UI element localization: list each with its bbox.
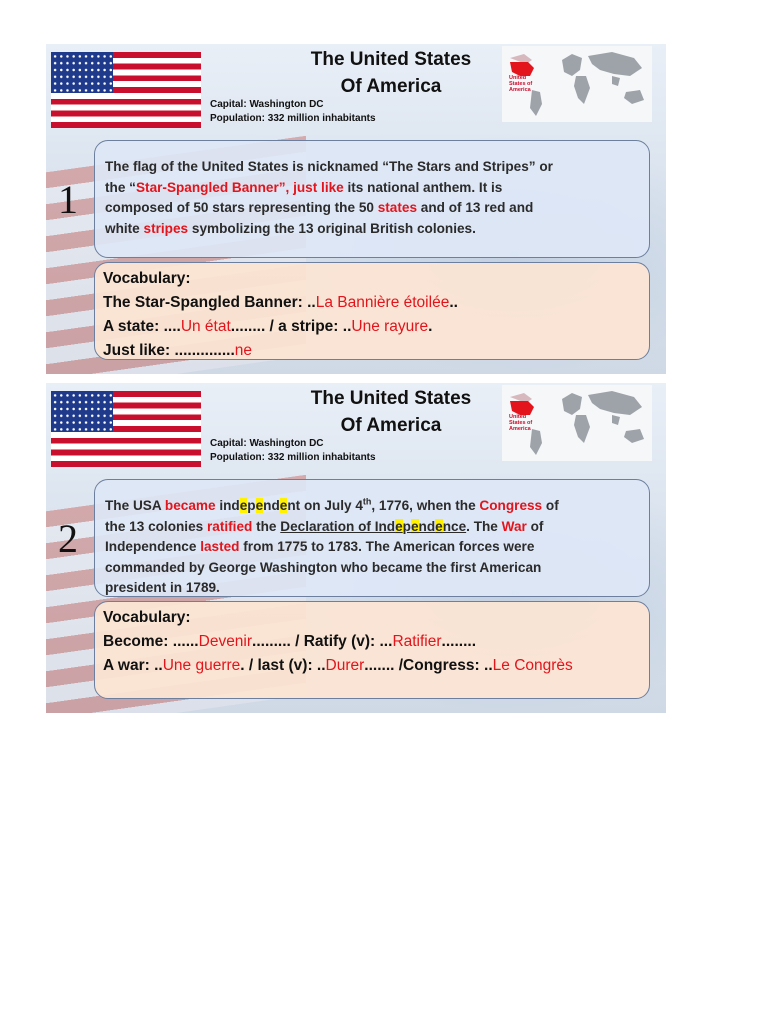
keyword: states bbox=[377, 200, 418, 215]
capital-text: Capital: Washington DC bbox=[210, 99, 324, 110]
highlighted-letter: e bbox=[395, 518, 403, 534]
answer-text: Une rayure bbox=[351, 318, 429, 335]
keyword: War bbox=[501, 518, 527, 534]
vocabulary-box bbox=[94, 262, 650, 360]
keyword: just like bbox=[293, 179, 344, 195]
flag-stars-canton bbox=[51, 391, 113, 432]
answer-text: Ratifier bbox=[392, 633, 442, 650]
lesson-card-1 bbox=[46, 44, 666, 374]
vocabulary-line: A war: ..Une guerre. / last (v): ..Durer....... /Congress: ..Le Congrès bbox=[103, 657, 573, 674]
paragraph-line: the 13 colonies ratified the Declaration of Independence. The War of bbox=[105, 518, 544, 534]
vocabulary-line: A state: ....Un état........ / a stripe: ..Une rayure. bbox=[103, 318, 433, 335]
keyword: ratified bbox=[207, 518, 253, 534]
title-line-2: Of America bbox=[340, 76, 442, 97]
map-label: United States of America bbox=[509, 75, 533, 93]
highlighted-letter: e bbox=[239, 498, 248, 513]
answer-text: Devenir bbox=[198, 633, 253, 650]
keyword: Star-Spangled Banner”, bbox=[135, 179, 290, 195]
us-flag-icon bbox=[51, 52, 201, 128]
country-info bbox=[210, 437, 376, 465]
map-label: United States of America bbox=[509, 414, 533, 432]
lesson-card-2 bbox=[46, 383, 666, 713]
highlighted-letter: e bbox=[435, 518, 443, 534]
population-text: Population: 332 million inhabitants bbox=[210, 452, 376, 463]
title-line-1: The United States bbox=[310, 49, 472, 70]
card-title bbox=[286, 46, 496, 100]
paragraph-line: The flag of the United States is nicknamed “The Stars and Stripes” or bbox=[105, 159, 553, 174]
answer-text: La Bannière étoilée bbox=[315, 294, 450, 311]
country-info bbox=[210, 98, 376, 126]
paragraph-box bbox=[94, 140, 650, 258]
world-map-icon bbox=[502, 46, 652, 122]
us-flag-icon bbox=[51, 391, 201, 467]
vocabulary-line: The Star-Spangled Banner: ..La Bannière étoilée.. bbox=[103, 294, 458, 311]
underlined-term: Declaration of Independence bbox=[280, 518, 467, 534]
highlighted-letter: e bbox=[410, 518, 419, 534]
answer-text: Un état bbox=[180, 318, 231, 335]
answer-text: Durer bbox=[325, 657, 365, 674]
highlighted-letter: e bbox=[255, 498, 264, 513]
card-title bbox=[286, 385, 496, 439]
paragraph-line: president in 1789. bbox=[105, 580, 220, 595]
answer-text: ne bbox=[234, 342, 253, 359]
capital-text: Capital: Washington DC bbox=[210, 438, 324, 449]
vocabulary-heading: Vocabulary: bbox=[103, 609, 191, 626]
keyword: Congress bbox=[479, 498, 543, 513]
paragraph-line: white stripes symbolizing the 13 original British colonies. bbox=[105, 220, 476, 236]
answer-text: Le Congrès bbox=[492, 657, 573, 674]
flag-stars-canton bbox=[51, 52, 113, 93]
paragraph-box bbox=[94, 479, 650, 597]
paragraph-line: commanded by George Washington who became the first American bbox=[105, 559, 542, 575]
keyword: lasted bbox=[200, 539, 240, 554]
world-map-icon bbox=[502, 385, 652, 461]
keyword: stripes bbox=[143, 220, 189, 236]
vocabulary-box bbox=[94, 601, 650, 699]
paragraph-line: Independence lasted from 1775 to 1783. The American forces were bbox=[105, 539, 535, 554]
keyword: became bbox=[164, 498, 216, 513]
vocabulary-line: Just like: ..............ne bbox=[103, 342, 253, 359]
population-text: Population: 332 million inhabitants bbox=[210, 113, 376, 124]
card-number: 2 bbox=[58, 516, 78, 561]
title-line-2: Of America bbox=[340, 415, 442, 436]
title-line-1: The United States bbox=[310, 388, 472, 409]
vocabulary-line: Become: ......Devenir......... / Ratify (v): ...Ratifier........ bbox=[103, 633, 476, 650]
paragraph-line: composed of 50 stars representing the 50 states and of 13 red and bbox=[105, 200, 534, 215]
paragraph-line: the “Star-Spangled Banner”, just like its national anthem. It is bbox=[105, 179, 503, 195]
paragraph-line: The USA became independent on July 4th, 1776, when the Congress of bbox=[105, 496, 559, 513]
card-number: 1 bbox=[58, 177, 78, 222]
highlighted-letter: e bbox=[279, 498, 288, 513]
vocabulary-heading: Vocabulary: bbox=[103, 270, 191, 287]
answer-text: Une guerre bbox=[162, 657, 241, 674]
